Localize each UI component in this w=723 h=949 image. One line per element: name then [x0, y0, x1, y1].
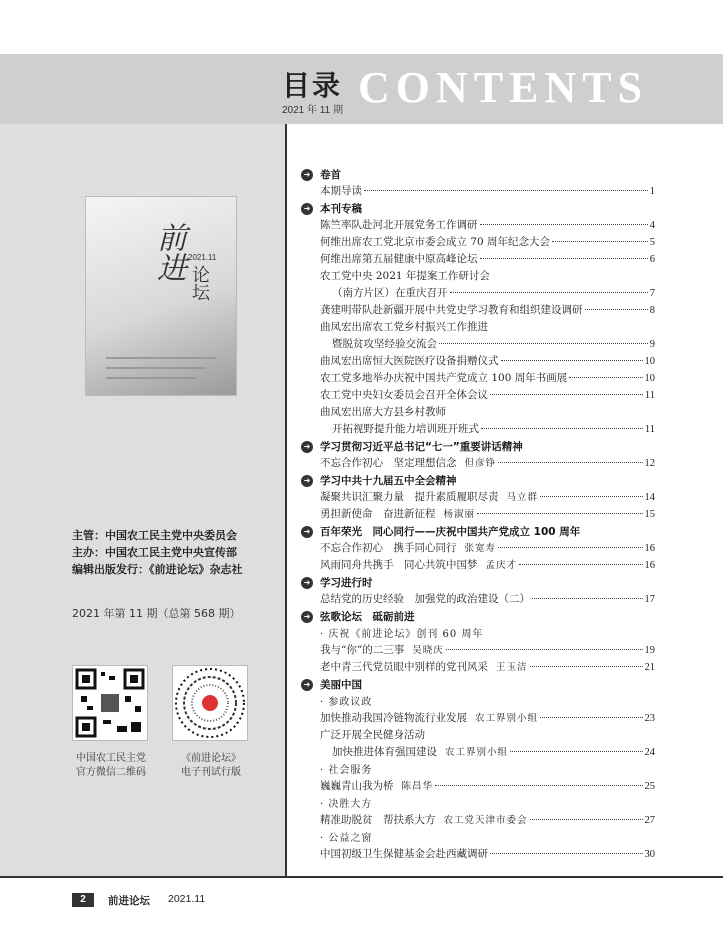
dot-leader	[498, 462, 642, 463]
dot-leader	[501, 360, 643, 361]
toc-entry-title: 暨脱贫攻坚经验交流会	[332, 338, 437, 350]
toc-entry[interactable]	[301, 846, 655, 863]
toc-entry-author: 但彦铮	[464, 458, 497, 469]
toc-entry-title: 凝聚共识汇聚力量 提升素质履职尽责	[320, 491, 499, 503]
toc-section-title: 弦歌论坛 砥砺前进	[320, 611, 415, 623]
arrow-icon: ➜	[301, 611, 313, 623]
toc-entry[interactable]	[301, 659, 655, 676]
dot-leader	[540, 717, 642, 718]
toc-page-number: 1	[649, 186, 655, 197]
toc-section[interactable]	[301, 676, 655, 693]
toc-entry-author: 农工界别小组	[445, 747, 509, 758]
toc-entry[interactable]	[301, 642, 655, 659]
toc-entry[interactable]	[301, 387, 655, 404]
toc-entry[interactable]	[301, 455, 655, 472]
toc-page-number: 10	[644, 356, 655, 367]
toc-entry-title: 曲凤宏出席农工党乡村振兴工作推进	[320, 321, 488, 333]
toc-section-title: 卷首	[320, 169, 341, 181]
dot-leader	[477, 513, 642, 514]
magazine-cover	[85, 196, 237, 396]
qr-caption-wechat	[66, 752, 156, 780]
toc-entry[interactable]	[301, 302, 655, 319]
toc-section[interactable]	[301, 472, 655, 489]
toc-subcategory: · 参政议政	[320, 697, 373, 708]
footer-date: 2021.11	[168, 893, 206, 905]
toc-section[interactable]	[301, 608, 655, 625]
toc-entry-title: 我与“你”的二三事	[320, 644, 405, 656]
toc-entry[interactable]	[301, 489, 655, 506]
toc-entry-line[interactable]	[301, 404, 655, 421]
dot-leader	[490, 853, 643, 854]
arrow-icon: ➜	[301, 169, 313, 181]
toc-page-number: 25	[644, 781, 655, 792]
toc-entry-title: 龚建明带队赴新疆开展中共党史学习教育和组织建设调研	[320, 304, 583, 316]
page-number: 2	[72, 893, 94, 907]
toc-entry-title: 精准助脱贫 帮扶系大方	[320, 814, 436, 826]
toc-entry[interactable]	[301, 557, 655, 574]
toc-entry-title: 何维出席农工党北京市委会成立 70 周年纪念大会	[320, 236, 551, 248]
supervisor-text: 主管：中国农工民主党中央委员会	[72, 529, 237, 542]
toc-entry-author: 王玉洁	[496, 662, 528, 673]
cover-brush-title: 前进	[151, 222, 186, 282]
toc-entry-author: 吴晓庆	[412, 645, 444, 656]
toc-entry[interactable]	[301, 506, 655, 523]
toc-entry-line[interactable]	[301, 268, 655, 285]
toc-entry[interactable]	[301, 217, 655, 234]
toc-entry-title: 不忘合作初心 坚定理想信念	[320, 457, 457, 469]
arrow-icon: ➜	[301, 679, 313, 691]
toc-section-title: 百年荣光 同心同行——庆祝中国共产党成立 100 周年	[320, 526, 581, 538]
toc-entry-title: 曲凤宏出席恒大医院医疗设备捐赠仪式	[320, 355, 499, 367]
dot-leader	[532, 598, 643, 599]
cover-line	[106, 367, 206, 369]
toc-page-number: 16	[644, 543, 655, 554]
dot-leader	[481, 428, 643, 429]
toc-entry-title: 风雨同舟共携手 同心共筑中国梦	[320, 559, 478, 571]
toc-entry-title: 农工党多地举办庆祝中国共产党成立 100 周年书画展	[320, 372, 568, 384]
toc-page-number: 5	[649, 237, 655, 248]
toc-entry-title: 农工党中央妇女委员会召开全体会议	[320, 389, 488, 401]
toc-page-number: 19	[644, 645, 655, 656]
dot-leader	[569, 377, 642, 378]
toc-page-number: 14	[644, 492, 655, 503]
qr-caption-ebook	[166, 752, 256, 780]
toc-entry[interactable]	[301, 285, 655, 302]
toc-entry[interactable]	[301, 370, 655, 387]
toc-entry-author: 杨淑丽	[443, 509, 476, 520]
toc-entry-title: 本期导读	[320, 185, 362, 197]
dot-leader	[364, 190, 648, 191]
dot-leader	[530, 666, 643, 667]
contents-heading: CONTENTS	[358, 63, 649, 112]
toc-page-number: 11	[644, 424, 655, 435]
toc-entry-title: 广泛开展全民健身活动	[320, 729, 425, 741]
issue-total: 2021 年第 11 期（总第 568 期）	[72, 607, 241, 620]
toc-entry-title: 开拓视野提升能力培训班开班式	[332, 423, 479, 435]
dot-leader	[540, 496, 642, 497]
toc-page-number: 9	[649, 339, 655, 350]
toc-entry-title: 农工党中央 2021 年提案工作研讨会	[320, 270, 490, 282]
dot-leader	[446, 649, 643, 650]
footer-rule	[0, 876, 723, 878]
toc-entry[interactable]	[301, 812, 655, 829]
toc-entry[interactable]	[301, 183, 655, 200]
toc-entry-title: 中国初级卫生保健基金会赴西藏调研	[320, 848, 488, 860]
arrow-icon: ➜	[301, 441, 313, 453]
toc-entry-title: 何维出席第五届健康中原高峰论坛	[320, 253, 478, 265]
toc-entry-line[interactable]	[301, 727, 655, 744]
dot-leader	[552, 241, 648, 242]
dot-leader	[480, 224, 648, 225]
toc-subcategory: · 庆祝《前进论坛》创刊 60 周年	[320, 629, 484, 640]
publisher-info	[72, 527, 243, 578]
cover-date: 2021.11	[188, 253, 217, 262]
dot-leader	[490, 394, 643, 395]
toc-entry-author: 农工界别小组	[475, 713, 539, 724]
toc-page-number: 7	[649, 288, 655, 299]
issue-label: 2021 年 11 期	[282, 105, 343, 116]
toc-entry-author: 农工党天津市委会	[443, 815, 528, 826]
toc-entry-title: 总结党的历史经验 加强党的政治建设（二）	[320, 593, 530, 605]
dot-leader	[530, 819, 643, 820]
toc-section[interactable]	[301, 166, 655, 183]
toc-page-number: 15	[644, 509, 655, 520]
dot-leader	[519, 564, 642, 565]
dot-leader	[435, 785, 642, 786]
cover-line	[106, 357, 216, 359]
toc-page-number: 16	[644, 560, 655, 571]
toc-subcategory: · 社会服务	[320, 765, 373, 776]
footer-magazine: 前进论坛	[108, 895, 150, 907]
toc-entry-title: 巍巍青山我为桥	[320, 780, 394, 792]
qr-code-ebook[interactable]	[172, 665, 248, 741]
arrow-icon: ➜	[301, 526, 313, 538]
toc-page-number: 23	[644, 713, 655, 724]
arrow-icon: ➜	[301, 203, 313, 215]
caption-line: 中国农工民主党	[76, 753, 146, 764]
sponsor-text: 主办：中国农工民主党中央宣传部	[72, 546, 237, 559]
toc-section[interactable]	[301, 523, 655, 540]
arrow-icon: ➜	[301, 475, 313, 487]
qr-code-wechat[interactable]	[72, 665, 148, 741]
dot-leader	[498, 547, 642, 548]
toc-section[interactable]	[301, 438, 655, 455]
toc-page-number: 10	[644, 373, 655, 384]
toc-section-title: 本刊专稿	[320, 203, 362, 215]
dot-leader	[480, 258, 648, 259]
toc-page-number: 11	[644, 390, 655, 401]
caption-line: 官方微信二维码	[76, 767, 146, 778]
toc-section[interactable]	[301, 200, 655, 217]
qr-pattern-icon	[173, 666, 247, 740]
editor-text: 编辑出版发行：《前进论坛》杂志社	[72, 563, 243, 576]
dot-leader	[450, 292, 648, 293]
toc-section-title: 学习中共十九届五中全会精神	[320, 475, 457, 487]
toc-page-number: 4	[649, 220, 655, 231]
toc-page-number: 12	[644, 458, 655, 469]
toc-page-number: 17	[644, 594, 655, 605]
page-title: 目录	[282, 69, 343, 102]
toc-subcategory: · 公益之窗	[320, 833, 373, 844]
toc-section[interactable]	[301, 574, 655, 591]
caption-line: 电子刊试行版	[181, 767, 241, 778]
toc-entry-author: 陈昌华	[401, 781, 434, 792]
toc-entry-title: （南方片区）在重庆召开	[332, 287, 448, 299]
toc-entry[interactable]	[301, 744, 655, 761]
toc-subcategory: · 决胜大方	[320, 799, 373, 810]
toc-entry-title: 勇担新使命 奋进新征程	[320, 508, 436, 520]
toc-entry[interactable]	[301, 591, 655, 608]
top-margin	[0, 0, 723, 54]
dot-leader	[510, 751, 642, 752]
toc-entry-title: 加快推动我国冷链物流行业发展	[320, 712, 467, 724]
toc-entry[interactable]	[301, 353, 655, 370]
toc-entry[interactable]	[301, 540, 655, 557]
toc-entry[interactable]	[301, 710, 655, 727]
toc-entry-title: 老中青三代党员眼中别样的党刊风采	[320, 661, 488, 673]
toc-page-number: 6	[649, 254, 655, 265]
toc-section-title: 学习贯彻习近平总书记“七一”重要讲话精神	[320, 441, 523, 453]
toc-entry[interactable]	[301, 251, 655, 268]
toc-entry-author: 孟庆才	[485, 560, 518, 571]
toc-entry[interactable]	[301, 234, 655, 251]
dot-leader	[585, 309, 648, 310]
toc-entry-title: 加快推进体育强国建设	[332, 746, 437, 758]
dot-leader	[439, 343, 648, 344]
caption-line: 《前进论坛》	[181, 753, 241, 764]
cover-line	[106, 377, 196, 379]
toc-page-number: 30	[644, 849, 655, 860]
toc-page-number: 8	[649, 305, 655, 316]
toc-entry-title: 陈竺率队赴河北开展党务工作调研	[320, 219, 478, 231]
toc-entry-author: 马立群	[506, 492, 539, 503]
toc-entry[interactable]	[301, 336, 655, 353]
toc-entry-author: 张宽寿	[464, 543, 497, 554]
toc-page-number: 21	[644, 662, 655, 673]
toc-entry-title: 曲凤宏出席大方县乡村教师	[320, 406, 446, 418]
toc-page-number: 27	[644, 815, 655, 826]
table-of-contents	[301, 166, 655, 863]
toc-entry[interactable]	[301, 421, 655, 438]
toc-section-title: 学习进行时	[320, 577, 373, 589]
toc-entry-title: 不忘合作初心 携手同心同行	[320, 542, 457, 554]
toc-page-number: 24	[644, 747, 655, 758]
toc-entry[interactable]	[301, 778, 655, 795]
cover-name: 论坛	[189, 265, 210, 301]
arrow-icon: ➜	[301, 577, 313, 589]
qr-pattern-icon	[73, 666, 147, 740]
divider-line	[285, 124, 287, 876]
toc-section-title: 美丽中国	[320, 679, 362, 691]
toc-entry-line[interactable]	[301, 319, 655, 336]
